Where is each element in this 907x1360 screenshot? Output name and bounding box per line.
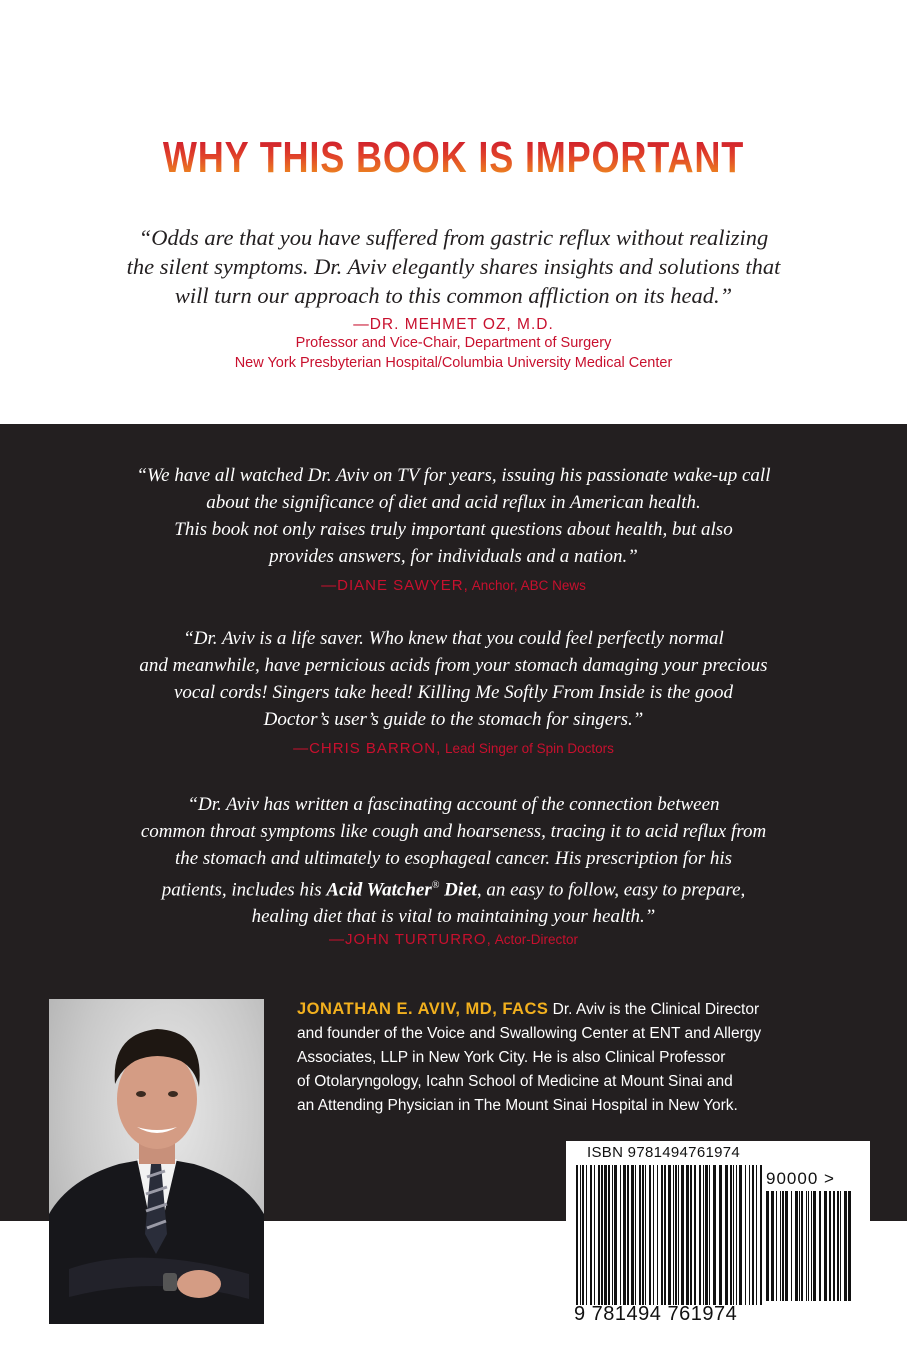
barcode-bar [601,1165,603,1305]
barcode-bar [780,1191,781,1301]
barcode-bar [824,1191,827,1301]
author-name: JONATHAN E. AVIV, MD, FACS [297,1000,549,1018]
isbn-label: ISBN 9781494761974 [587,1144,741,1161]
quote-turturro [0,791,907,930]
quote-text: , an easy to follow, easy to prepare, [476,879,746,901]
barcode-bar [709,1165,710,1305]
quote-author: —DIANE SAWYER, [321,577,469,594]
barcode-bar [813,1191,816,1301]
quote-line: the silent symptoms. Dr. Aviv elegantly shares insights and solutions that [126,254,781,279]
barcode-bar [745,1165,746,1305]
barcode-bar [703,1165,704,1305]
barcode-bar [844,1191,847,1301]
barcode-bar [808,1191,809,1301]
isbn-barcode [566,1141,870,1331]
barcode-bar [686,1165,689,1305]
bio-line: Associates, LLP in New York City. He is also Clinical Professor [297,1049,726,1066]
barcode-bar [608,1165,610,1305]
barcode-bar [719,1165,722,1305]
barcode-bar [694,1165,696,1305]
barcode-bar [791,1191,792,1301]
barcode-bar [699,1165,701,1305]
barcode-bar [749,1165,750,1305]
barcode-bar [681,1165,684,1305]
quote-line: provides answers, for individuals and a nation.” [269,546,638,567]
diet-name: Acid Watcher [326,879,432,901]
barcode-bar [598,1165,600,1305]
quote-line: This book not only raises truly important questions about health, but also [174,519,733,540]
quote-line: “We have all watched Dr. Aviv on TV for years, issuing his passionate wake-up call [136,465,771,486]
barcode-bar [752,1165,754,1305]
top-quote-title-2: New York Presbyterian Hospital/Columbia University Medical Center [234,355,673,371]
quote-line [0,872,907,903]
price-code: 90000 > [766,1169,835,1188]
barcode-bar [631,1165,634,1305]
barcode-bar [678,1165,679,1305]
top-quote-title-1: Professor and Vice-Chair, Department of Surgery [295,335,612,351]
barcode-bar [675,1165,677,1305]
quote-line: healing diet that is vital to maintaining your health.” [251,906,656,928]
barcode-bar [760,1165,762,1305]
barcode-bar [806,1191,807,1301]
quote-text: patients, includes his [161,879,327,901]
barcode-bar [736,1165,737,1305]
barcode-bar [612,1165,613,1305]
barcode-bar [782,1191,784,1301]
diet-name-suffix: Diet [439,879,477,901]
barcode-bar [594,1165,595,1305]
barcode-bar [799,1191,800,1301]
barcode-bar [620,1165,621,1305]
quote-line: and meanwhile, have pernicious acids from your stomach damaging your precious [139,655,768,676]
quote-line: “Dr. Aviv is a life saver. Who knew that you could feel perfectly normal [183,628,724,649]
barcode-bar [645,1165,646,1305]
quote-role: Actor-Director [491,932,579,947]
barcode-bar [785,1191,788,1301]
ean-barcode-bars [576,1165,766,1305]
bio-line [297,997,837,1022]
bio-line: and founder of the Voice and Swallowing Center at ENT and Allergy [297,1025,762,1042]
barcode-bar [829,1191,831,1301]
barcode-bar [657,1165,658,1305]
barcode-bar [730,1165,732,1305]
author-bio [297,997,837,1118]
quote-line: about the significance of diet and acid reflux in American health. [206,492,701,513]
barcode-bar [756,1165,757,1305]
barcode-bar [733,1165,734,1305]
barcode-bar [673,1165,674,1305]
quote-line: “Odds are that you have suffered from gastric reflux without realizing [138,225,769,250]
barcode-bar [801,1191,803,1301]
bio-line: an Attending Physician in The Mount Sinai Hospital in New York. [297,1097,738,1114]
barcode-bar [690,1165,692,1305]
top-quote [0,223,907,310]
quote-barron [0,625,907,733]
quote-role: Anchor, ABC News [468,578,586,593]
barcode-bar [819,1191,821,1301]
barcode-bar [627,1165,629,1305]
quote-attribution [0,577,907,595]
barcode-bar [653,1165,654,1305]
quote-author: —CHRIS BARRON, [293,740,442,757]
quote-author: —JOHN TURTURRO, [328,931,492,948]
quote-sawyer [0,462,907,570]
headline: WHY THIS BOOK IS IMPORTANT [82,133,826,183]
barcode-bar [604,1165,607,1305]
barcode-bar [705,1165,708,1305]
barcode-bar [590,1165,592,1305]
barcode-bar [725,1165,728,1305]
quote-line: vocal cords! Singers take heed! Killing Me Softly From Inside is the good [174,682,733,703]
barcode-bar [576,1165,578,1305]
barcode-bar [635,1165,636,1305]
barcode-bar [766,1191,769,1301]
author-photo [49,999,264,1324]
barcode-bar [614,1165,617,1305]
barcode-bar [649,1165,651,1305]
quote-line: will turn our approach to this common affliction on its head.” [174,283,733,308]
quote-line: common throat symptoms like cough and hoarseness, tracing it to acid reflux from [140,821,767,842]
ean-digits: 9 781494 761974 [574,1303,738,1325]
barcode-bar [795,1191,798,1301]
author-portrait-icon [49,999,264,1324]
barcode-bar [713,1165,716,1305]
addon-barcode-bars [766,1191,852,1301]
quote-role: Lead Singer of Spin Doctors [441,741,614,756]
bio-line: of Otolaryngology, Icahn School of Medicine at Mount Sinai and [297,1073,733,1090]
barcode-bar [623,1165,626,1305]
barcode-bar [840,1191,841,1301]
barcode-bar [668,1165,671,1305]
barcode-bar [639,1165,641,1305]
quote-line: Doctor’s user’s guide to the stomach for singers.” [263,709,644,730]
barcode-bar [642,1165,644,1305]
bio-text: Dr. Aviv is the Clinical Director [548,1001,760,1018]
barcode-bar [582,1165,584,1305]
barcode-bar [837,1191,839,1301]
top-quote-author: —DR. MEHMET OZ, M.D. [353,316,554,333]
barcode-bar [848,1191,851,1301]
barcode-bar [580,1165,581,1305]
barcode-bar [833,1191,835,1301]
barcode-bar [776,1191,777,1301]
barcode-bar [739,1165,742,1305]
barcode-bar [661,1165,663,1305]
quote-line: the stomach and ultimately to esophageal cancer. His prescription for his [174,848,733,869]
barcode-bar [811,1191,812,1301]
quote-line: “Dr. Aviv has written a fascinating account of the connection between [187,794,720,815]
quote-attribution [0,931,907,949]
quote-attribution [0,740,907,758]
barcode-bar [771,1191,774,1301]
registered-mark: ® [431,880,440,891]
barcode-bar [664,1165,666,1305]
barcode-bar [586,1165,587,1305]
